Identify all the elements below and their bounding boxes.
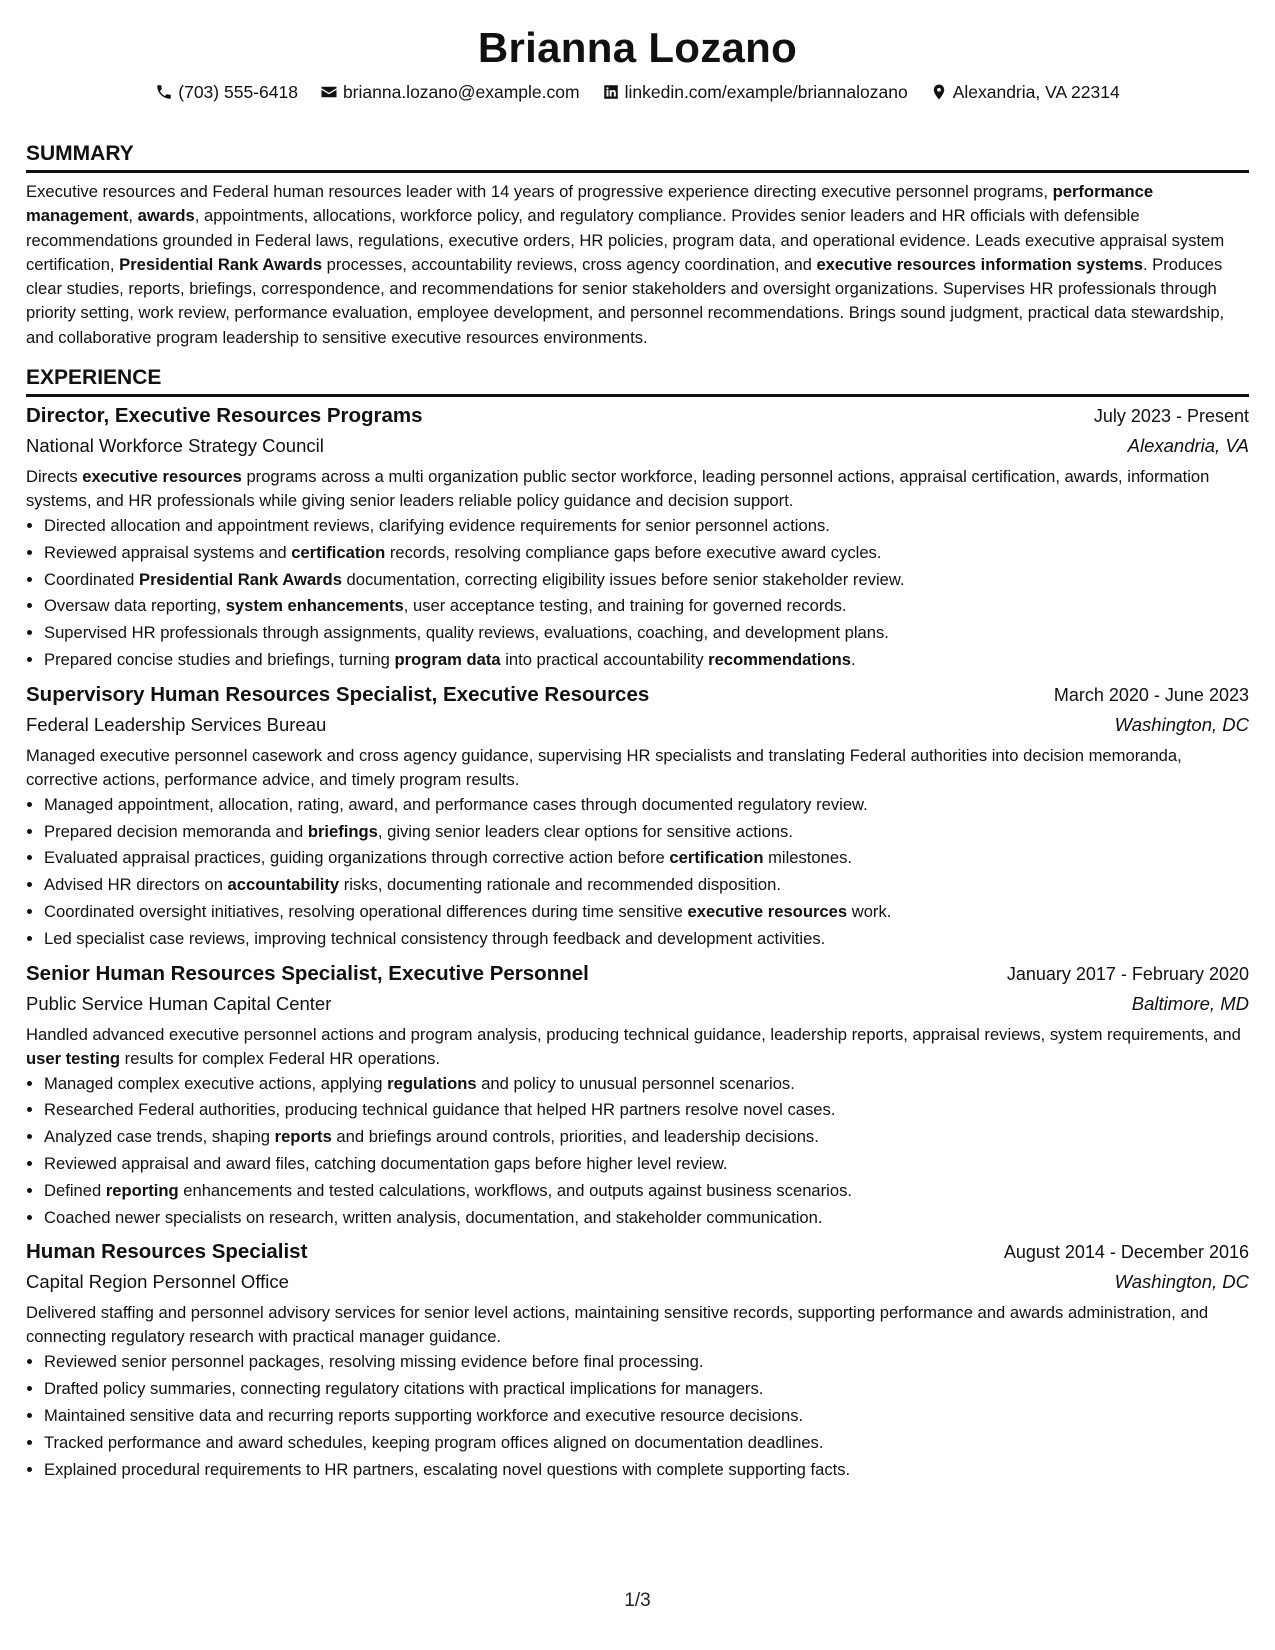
job-organization: National Workforce Strategy Council <box>26 435 324 457</box>
resume-page <box>26 20 1249 1483</box>
job-bullet: • Reviewed appraisal and award files, catching documentation gaps before higher level review. <box>44 1151 1249 1178</box>
summary-heading: SUMMARY <box>26 140 1249 173</box>
job-dates: January 2017 - February 2020 <box>1006 963 1249 984</box>
job-bullet: • Supervised HR professionals through assignments, quality reviews, evaluations, coaching, and development plans. <box>44 620 1249 647</box>
bold-keyword: awards <box>137 206 195 226</box>
contact-email[interactable] <box>320 80 580 104</box>
candidate-name: Brianna Lozano <box>477 24 798 71</box>
bold-keyword: certification <box>291 542 386 562</box>
job-org-row <box>26 431 1249 461</box>
job-org-row <box>26 989 1249 1019</box>
job-bullet: • Tracked performance and award schedules, keeping program offices aligned on documentation deadlines. <box>44 1430 1249 1457</box>
bold-keyword: Presidential Rank Awards <box>139 569 342 589</box>
bold-keyword: Presidential Rank Awards <box>119 254 323 274</box>
job-bullet: • Managed complex executive actions, applying regulations and policy to unusual personnel scenarios. <box>44 1071 1249 1098</box>
bold-keyword: performance management <box>26 182 1154 226</box>
job-description: Delivered staffing and personnel advisory services for senior level actions, maintaining sensitive records, supporting performance and awards administration, and connecting regulatory research with practical manager guidance. <box>26 1303 1209 1347</box>
job-description: Managed executive personnel casework and cross agency guidance, supervising HR specialists and translating Federal authorities into decision memoranda, corrective actions, performance advice, and timely program results. <box>26 745 1182 789</box>
bold-keyword: certification <box>669 848 764 868</box>
job-location: Washington, DC <box>1114 1271 1249 1293</box>
job-entry <box>26 959 1249 1232</box>
job-bullet: • Directed allocation and appointment reviews, clarifying evidence requirements for senior personnel actions. <box>44 513 1249 540</box>
job-bullet: • Reviewed senior personnel packages, resolving missing evidence before final processing. <box>44 1349 1249 1376</box>
job-title: Human Resources Specialist <box>26 1240 308 1264</box>
bold-keyword: user testing <box>26 1048 121 1068</box>
contact-bar <box>26 80 1249 104</box>
job-organization: Capital Region Personnel Office <box>26 1271 289 1293</box>
email-link[interactable]: brianna.lozano@example.com <box>342 82 580 102</box>
job-header-row <box>26 680 1249 710</box>
envelope-icon <box>320 83 338 101</box>
job-bullet: • Defined reporting enhancements and tested calculations, workflows, and outputs against business scenarios. <box>44 1178 1249 1205</box>
job-header-row <box>26 401 1249 431</box>
job-bullet-list <box>26 792 1249 953</box>
job-org-row <box>26 710 1249 740</box>
bold-keyword: program data <box>394 650 501 670</box>
job-bullet: • Managed appointment, allocation, rating, award, and performance cases through documented regulatory review. <box>44 792 1249 819</box>
bold-keyword: briefings <box>307 821 378 841</box>
job-entry <box>26 680 1249 953</box>
location-text: Alexandria, VA 22314 <box>952 82 1120 102</box>
job-bullet: • Prepared decision memoranda and briefings, giving senior leaders clear options for sensitive actions. <box>44 819 1249 846</box>
summary-text: Executive resources and Federal human resources leader with 14 years of progressive experience directing executive personnel programs, performance management, awards, appointments, allocations, workforce policy, and regulatory compliance. Provides senior leaders and HR officials with defensible recommendations grounded in Federal laws, regulations, executive orders, HR policies, program data, and operational evidence. Leads executive appraisal system certification, Presidential Rank Awards processes, accountability reviews, cross agency coordination, and executive resources information systems. Produces clear studies, reports, briefings, correspondence, and recommendations for senior stakeholders and oversight organizations. Supervises HR professionals through priority setting, work review, performance evaluation, employee development, and personnel recommendations. Brings sound judgment, practical data stewardship, and collaborative program leadership to sensitive executive resources environments. <box>26 182 1225 347</box>
bold-keyword: executive resources information systems <box>816 254 1143 274</box>
job-bullet: • Coordinated Presidential Rank Awards documentation, correcting eligibility issues before senior stakeholder review. <box>44 567 1249 594</box>
job-bullet-list <box>26 513 1249 674</box>
bold-keyword: reporting <box>105 1180 179 1200</box>
job-description: Directs executive resources programs across a multi organization public sector workforce, leading personnel actions, appraisal certification, awards, information systems, and HR professionals while giving senior leaders reliable policy guidance and decision support. <box>26 467 1210 511</box>
phone-icon <box>155 83 173 101</box>
bold-keyword: accountability <box>227 875 340 895</box>
job-bullet: • Advised HR directors on accountability risks, documenting rationale and recommended disposition. <box>44 872 1249 899</box>
bold-keyword: system enhancements <box>225 596 404 616</box>
job-bullet: • Prepared concise studies and briefings, turning program data into practical accountability recommendations. <box>44 647 1249 674</box>
job-bullet: • Oversaw data reporting, system enhancements, user acceptance testing, and training for governed records. <box>44 593 1249 620</box>
job-bullet: • Evaluated appraisal practices, guiding organizations through corrective action before certification milestones. <box>44 845 1249 872</box>
contact-linkedin[interactable] <box>602 80 908 104</box>
job-title: Director, Executive Resources Programs <box>26 404 423 428</box>
job-header-row <box>26 1237 1249 1267</box>
job-title: Supervisory Human Resources Specialist, Executive Resources <box>26 682 650 706</box>
job-bullet: • Coached newer specialists on research, written analysis, documentation, and stakeholder communication. <box>44 1205 1249 1232</box>
phone-text: (703) 555-6418 <box>178 82 298 102</box>
job-title: Senior Human Resources Specialist, Executive Personnel <box>26 961 589 985</box>
job-bullet: • Researched Federal authorities, producing technical guidance that helped HR partners resolve novel cases. <box>44 1097 1249 1124</box>
bold-keyword: reports <box>274 1127 332 1147</box>
job-location: Washington, DC <box>1114 713 1249 735</box>
job-bullet: • Analyzed case trends, shaping reports and briefings around controls, priorities, and leadership decisions. <box>44 1124 1249 1151</box>
job-description: Handled advanced executive personnel actions and program analysis, producing technical guidance, leadership reports, appraisal reviews, system requirements, and user testing results for complex Federal HR operations. <box>26 1024 1241 1068</box>
job-entry <box>26 401 1249 674</box>
job-org-row <box>26 1267 1249 1297</box>
map-pin-icon <box>930 83 948 101</box>
job-bullet: • Drafted policy summaries, connecting regulatory citations with practical implications for managers. <box>44 1376 1249 1403</box>
job-bullet: • Coordinated oversight initiatives, resolving operational differences during time sensitive executive resources work. <box>44 899 1249 926</box>
job-location: Alexandria, VA <box>1127 435 1249 457</box>
job-organization: Federal Leadership Services Bureau <box>26 713 327 735</box>
job-header-row <box>26 959 1249 989</box>
experience-list <box>26 401 1249 1483</box>
job-entry <box>26 1237 1249 1483</box>
linkedin-icon <box>602 83 620 101</box>
experience-heading: EXPERIENCE <box>26 364 1249 397</box>
page-number: 1/3 <box>624 1590 651 1611</box>
contact-location <box>930 80 1120 104</box>
bold-keyword: regulations <box>387 1073 477 1093</box>
job-bullet: • Reviewed appraisal systems and certification records, resolving compliance gaps before executive award cycles. <box>44 540 1249 567</box>
linkedin-link[interactable]: linkedin.com/example/briannalozano <box>624 82 908 102</box>
job-bullet-list <box>26 1071 1249 1232</box>
job-location: Baltimore, MD <box>1131 992 1249 1014</box>
job-bullet: • Explained procedural requirements to HR partners, escalating novel questions with complete supporting facts. <box>44 1457 1249 1484</box>
job-bullet: • Led specialist case reviews, improving technical consistency through feedback and development activities. <box>44 926 1249 953</box>
job-organization: Public Service Human Capital Center <box>26 992 332 1014</box>
job-dates: August 2014 - December 2016 <box>1003 1242 1249 1263</box>
job-dates: March 2020 - June 2023 <box>1053 684 1249 705</box>
bold-keyword: executive resources <box>82 467 242 487</box>
job-bullet: • Maintained sensitive data and recurring reports supporting workforce and executive resource decisions. <box>44 1403 1249 1430</box>
contact-phone <box>155 80 298 104</box>
bold-keyword: executive resources <box>687 902 848 922</box>
bold-keyword: recommendations <box>708 650 852 670</box>
job-bullet-list <box>26 1349 1249 1483</box>
job-dates: July 2023 - Present <box>1093 406 1249 427</box>
